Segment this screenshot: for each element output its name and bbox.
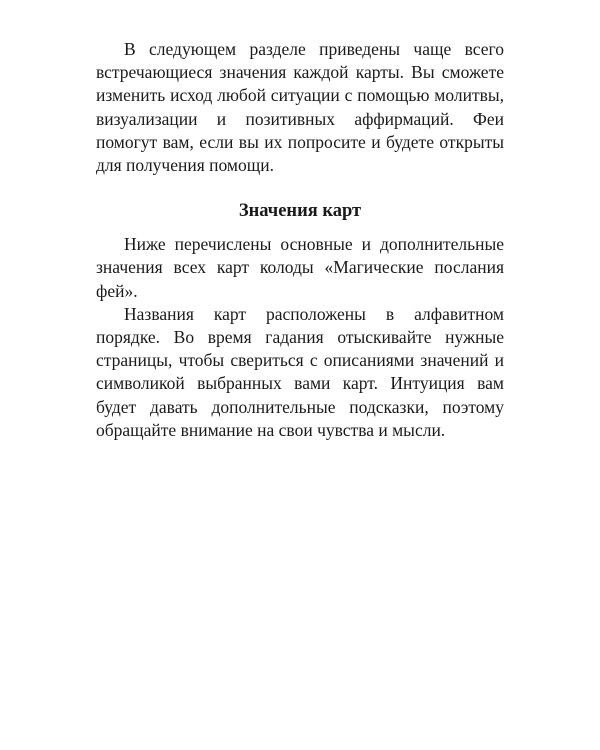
alphabetical-order-paragraph: Названия карт расположены в алфавитном порядке. Во время гадания отыскивайте нужные страницы, чтобы свериться с описаниями значений и символикой выбранных вами карт. Интуиция вам будет давать дополнительные подсказки, поэтому обращайте внимание на свои чувства и мысли. (96, 303, 504, 440)
section-heading: Значения карт (238, 201, 362, 222)
page-body (96, 38, 504, 442)
intro-paragraph: В следующем разделе приведены чаще всего встречающиеся значения каждой карты. Вы сможете изменить исход любой ситуации с помощью молитвы, визуализации и позитивных аффирмаций. Феи помогут вам, если вы их попросите и будете открыты для получения помощи. (96, 39, 504, 176)
card-meanings-paragraph: Ниже перечислены основные и дополнительные значения всех карт колоды «Магические послания фей». (96, 234, 504, 301)
